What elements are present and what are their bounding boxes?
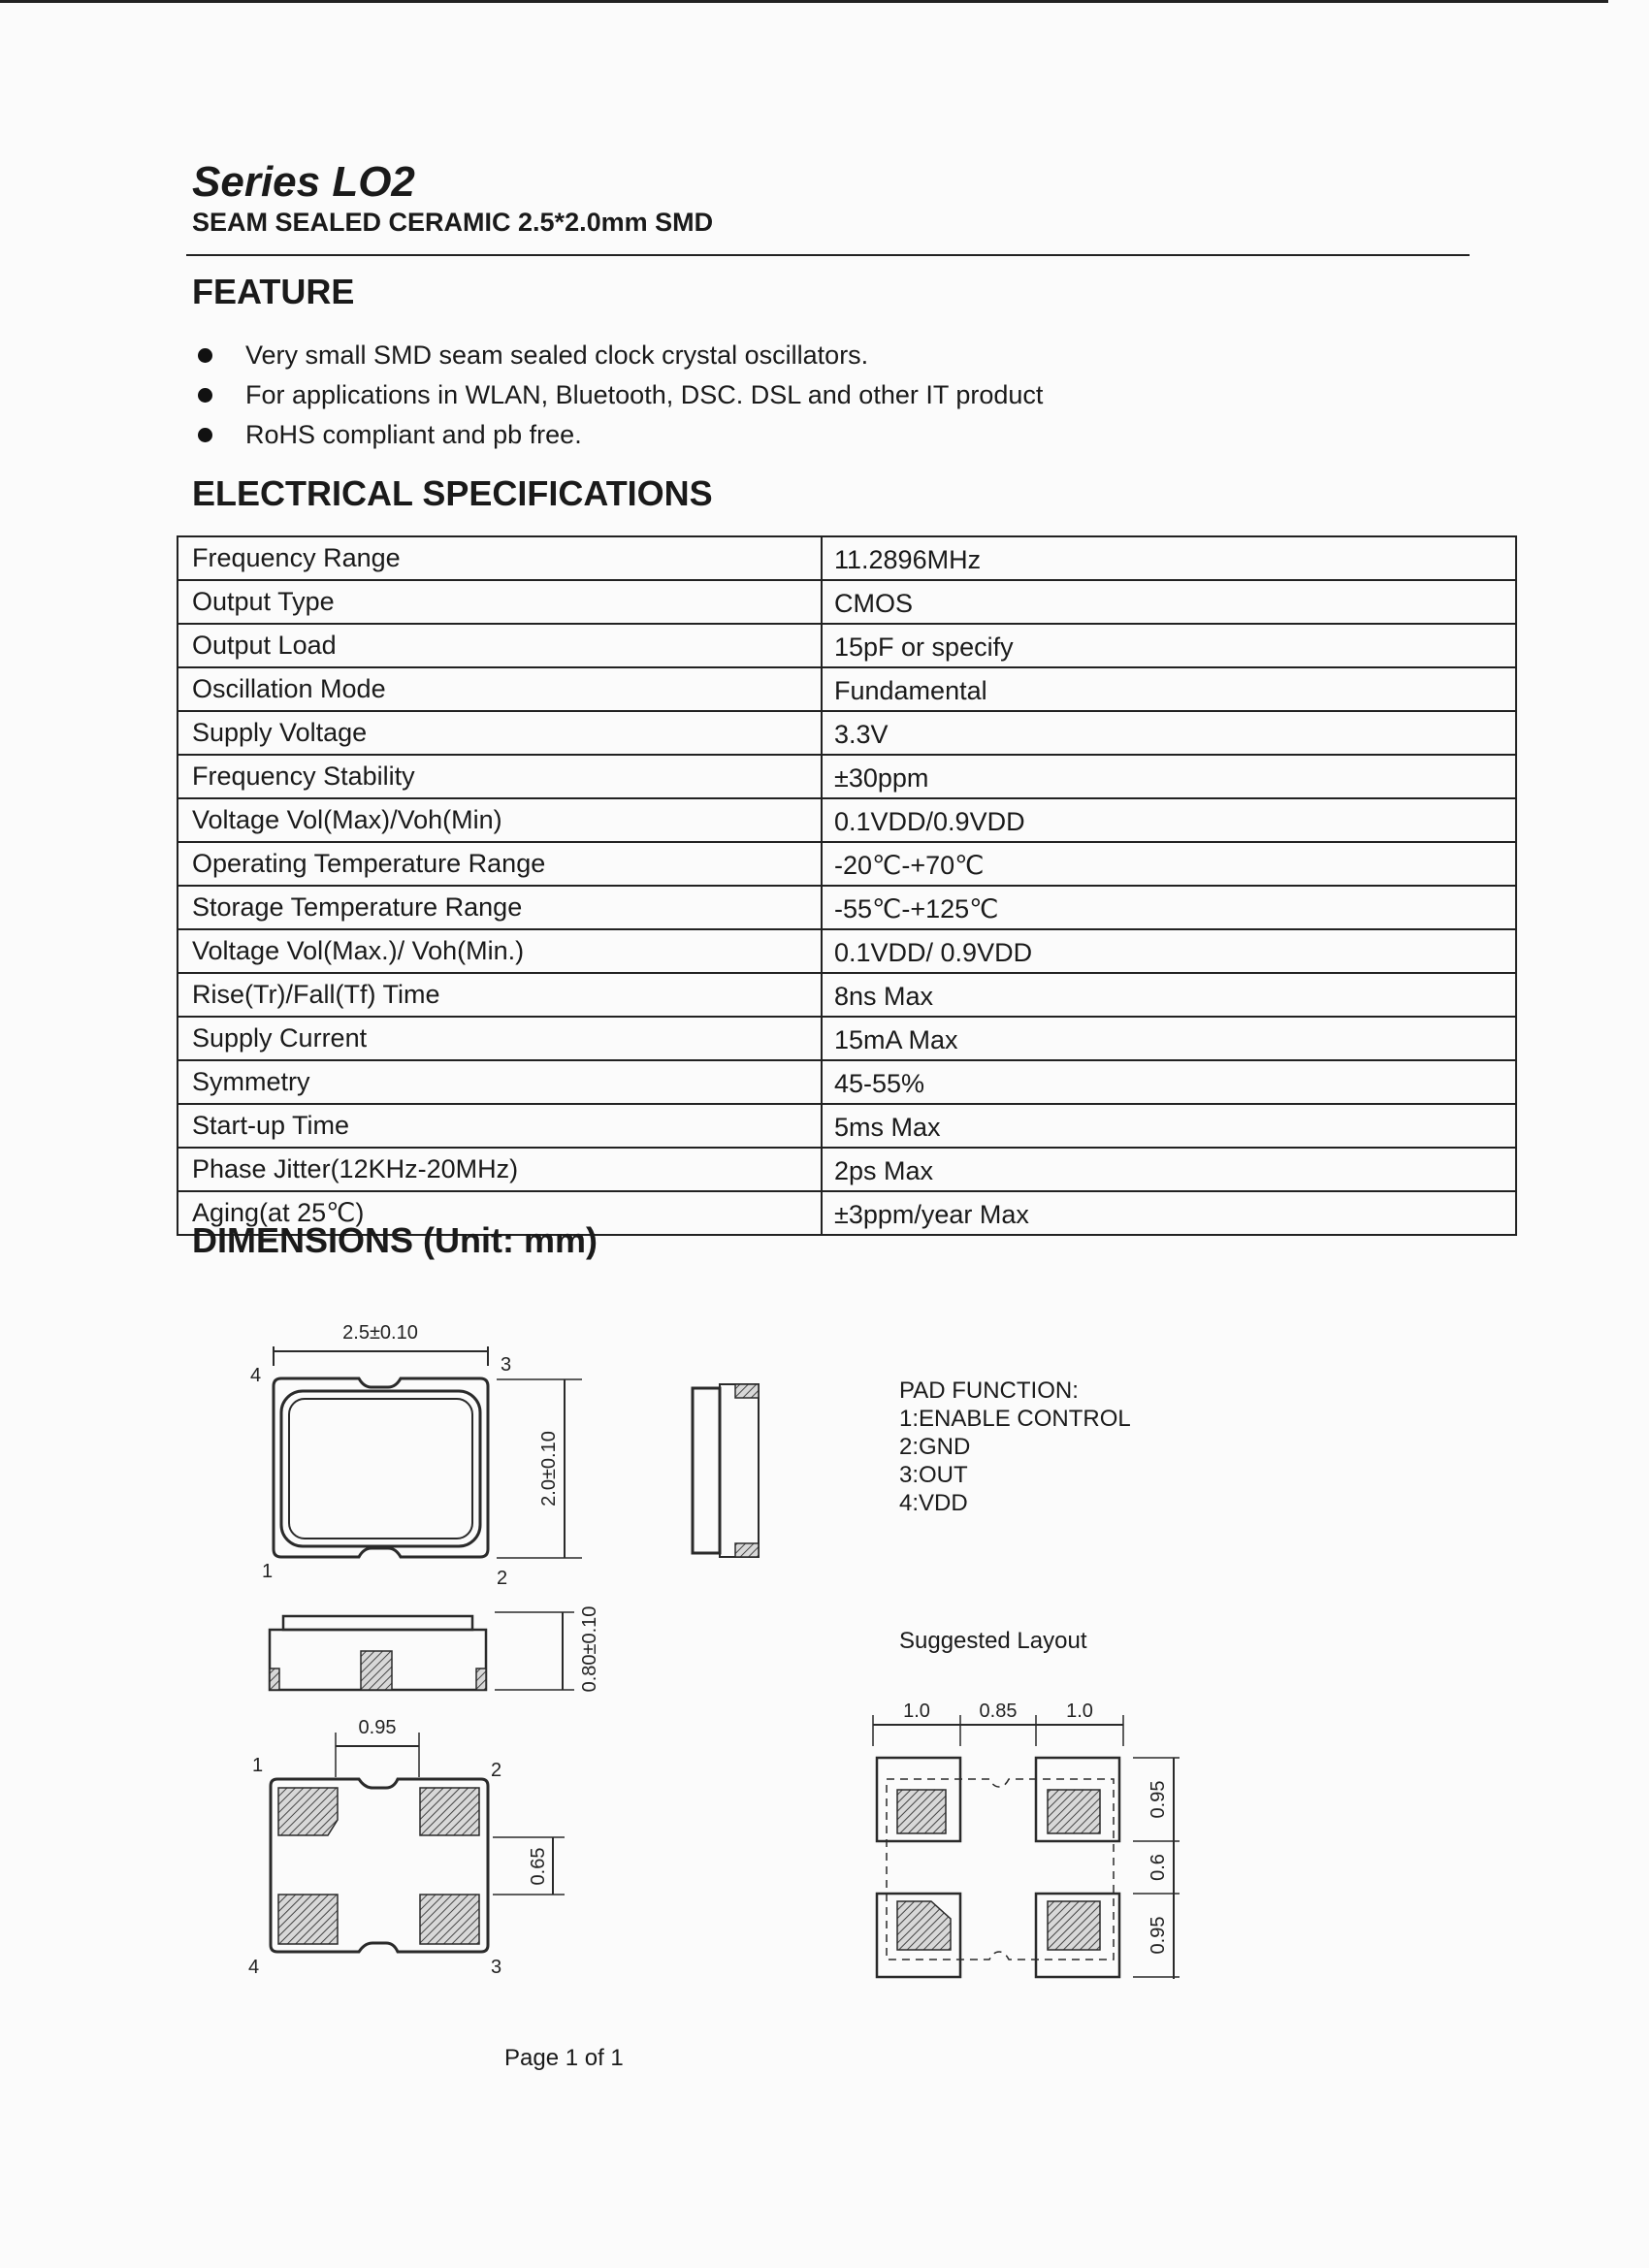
param-cell: Operating Temperature Range — [178, 842, 822, 886]
param-cell: Rise(Tr)/Fall(Tf) Time — [178, 973, 822, 1017]
page-number: Page 1 of 1 — [504, 2045, 624, 2071]
param-cell: Oscillation Mode — [178, 667, 822, 711]
layout-v-label: 0.95 — [1148, 1780, 1169, 1819]
value-cell: 15mA Max — [822, 1017, 1516, 1060]
pin-label: 1 — [252, 1755, 264, 1776]
pin-label: 4 — [250, 1365, 262, 1386]
value-cell: 5ms Max — [822, 1104, 1516, 1148]
param-cell: Output Type — [178, 580, 822, 624]
param-cell: Storage Temperature Range — [178, 886, 822, 929]
pad-function-list — [899, 1377, 1131, 1517]
pad-function-item: 3:OUT — [899, 1462, 968, 1488]
series-title: Series LO2 — [192, 158, 415, 206]
pad-function-title: PAD FUNCTION: — [899, 1377, 1079, 1404]
value-cell: -20℃-+70℃ — [822, 842, 1516, 886]
layout-h-label: 1.0 — [1066, 1701, 1093, 1722]
series-subtitle: SEAM SEALED CERAMIC 2.5*2.0mm SMD — [192, 208, 714, 237]
layout-h-label: 0.85 — [979, 1701, 1018, 1722]
param-cell: Supply Voltage — [178, 711, 822, 755]
value-cell: -55℃-+125℃ — [822, 886, 1516, 929]
gap-label: 0.65 — [528, 1847, 549, 1886]
feature-item: Very small SMD seam sealed clock crystal oscillators. — [194, 336, 1043, 375]
param-cell: Supply Current — [178, 1017, 822, 1060]
value-cell: 3.3V — [822, 711, 1516, 755]
suggested-layout-drawing — [873, 1701, 1180, 1979]
value-cell: ±30ppm — [822, 755, 1516, 798]
value-cell: CMOS — [822, 580, 1516, 624]
param-cell: Start-up Time — [178, 1104, 822, 1148]
value-cell: 0.1VDD/ 0.9VDD — [822, 929, 1516, 973]
suggested-layout-title: Suggested Layout — [899, 1628, 1087, 1654]
dimensions-heading: DIMENSIONS (Unit: mm) — [192, 1220, 598, 1260]
pitch-label: 0.95 — [358, 1717, 397, 1738]
pin-label: 2 — [497, 1568, 508, 1589]
layout-h-label: 1.0 — [903, 1701, 930, 1722]
pin-label: 1 — [262, 1561, 274, 1582]
value-cell: 8ns Max — [822, 973, 1516, 1017]
thickness-label: 0.80±0.10 — [579, 1605, 600, 1693]
pin-label: 3 — [491, 1957, 502, 1978]
value-cell: 2ps Max — [822, 1148, 1516, 1191]
pin-label: 2 — [491, 1760, 502, 1781]
param-cell: Voltage Vol(Max)/Voh(Min) — [178, 798, 822, 842]
param-cell: Voltage Vol(Max.)/ Voh(Min.) — [178, 929, 822, 973]
pad-function-item: 2:GND — [899, 1434, 971, 1460]
param-cell: Aging(at 25℃) — [178, 1191, 822, 1235]
param-cell: Symmetry — [178, 1060, 822, 1104]
height-label: 2.0±0.10 — [538, 1431, 560, 1507]
pad-function-item: 4:VDD — [899, 1490, 968, 1516]
value-cell: 45-55% — [822, 1060, 1516, 1104]
layout-v-label: 0.6 — [1148, 1854, 1169, 1881]
end-view — [693, 1384, 759, 1557]
value-cell: Fundamental — [822, 667, 1516, 711]
electrical-heading: ELECTRICAL SPECIFICATIONS — [192, 473, 713, 513]
param-cell: Frequency Stability — [178, 755, 822, 798]
layout-v-label: 0.95 — [1148, 1916, 1169, 1955]
pad-function-item: 1:ENABLE CONTROL — [899, 1406, 1131, 1432]
width-label: 2.5±0.10 — [342, 1322, 418, 1344]
param-cell: Frequency Range — [178, 536, 822, 580]
value-cell: 11.2896MHz — [822, 536, 1516, 580]
param-cell: Phase Jitter(12KHz-20MHz) — [178, 1148, 822, 1191]
feature-item: For applications in WLAN, Bluetooth, DSC. DSL and other IT product — [194, 375, 1043, 415]
pin-label: 4 — [248, 1957, 260, 1978]
top-view — [250, 1322, 582, 1589]
param-cell: Output Load — [178, 624, 822, 667]
value-cell: ±3ppm/year Max — [822, 1191, 1516, 1235]
feature-heading: FEATURE — [192, 272, 355, 311]
feature-item: RoHS compliant and pb free. — [194, 415, 1043, 455]
value-cell: 15pF or specify — [822, 624, 1516, 667]
bottom-view — [248, 1717, 565, 1978]
side-view — [270, 1606, 600, 1693]
pin-label: 3 — [501, 1354, 512, 1376]
value-cell: 0.1VDD/0.9VDD — [822, 798, 1516, 842]
